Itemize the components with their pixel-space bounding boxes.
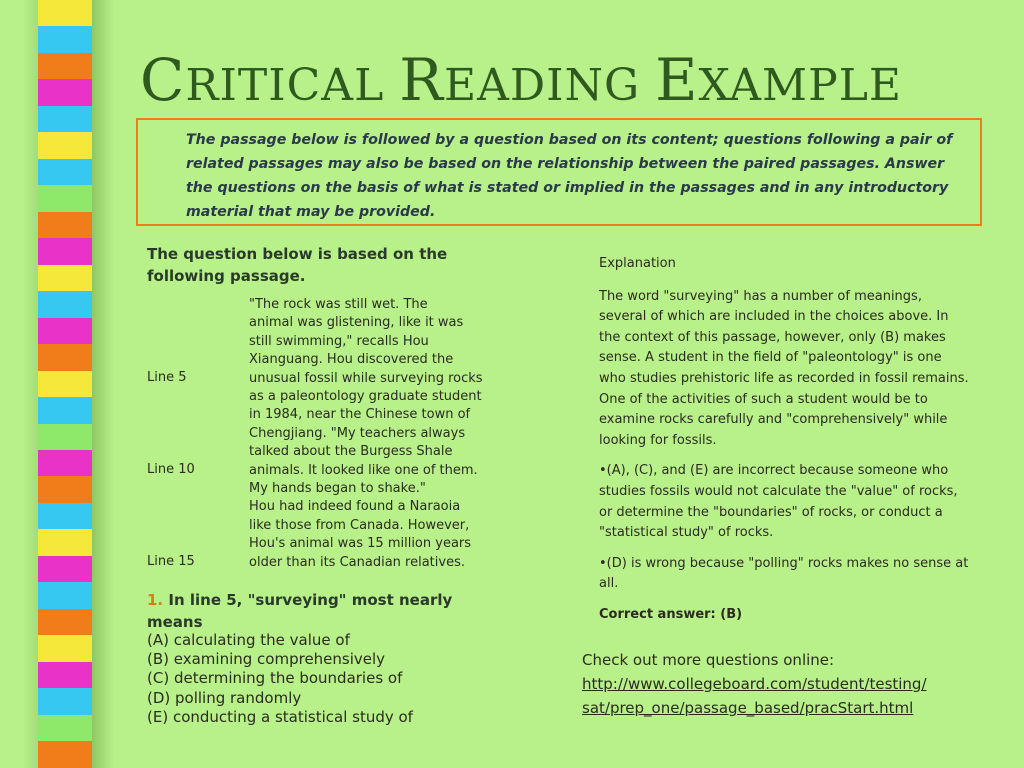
online-text: Check out more questions online: (582, 651, 835, 669)
title-letter: C (140, 46, 186, 114)
title-word: RITICAL (185, 60, 385, 111)
title-letter: E (655, 46, 699, 114)
choice-a: (A) calculating the value of (147, 631, 350, 649)
passage-line: animal was glistening, like it was (249, 315, 464, 331)
reading-passage (249, 296, 509, 572)
stripe-segment (38, 715, 92, 741)
choice-e: (E) conducting a statistical study of (147, 707, 413, 726)
link-line-1: http://www.collegeboard.com/student/testing/ (582, 675, 927, 693)
intro-text: The passage below is followed by a question based on its content; questions following a pair of related passages may also be based on the relationship between the paired passages. Answer the questions on the basis of what is stated or implied in the passages and in any introductory material that may be provided. (186, 132, 953, 220)
stripe-segment (38, 688, 92, 714)
passage-line: older than its Canadian relatives. (249, 554, 465, 570)
explanation-incorrect-d: •(D) is wrong because "polling" rocks makes no sense at all. (599, 555, 969, 592)
choice-d: (D) polling randomly (147, 688, 302, 707)
correct-answer: Correct answer: (B) (599, 606, 743, 622)
stripe-segment (38, 609, 92, 635)
stripe-segment (38, 185, 92, 211)
passage-line: like those from Canada. However, (249, 517, 470, 533)
passage-line: My hands began to shake." (249, 481, 426, 497)
passage-line: still swimming," recalls Hou (249, 333, 429, 349)
stripe-segment (38, 26, 92, 52)
explanation-label: Explanation (599, 256, 676, 271)
stripe-segment (38, 318, 92, 344)
line-number-15: Line 15 (147, 554, 195, 569)
link-line-2: sat/prep_one/passage_based/pracStart.html (582, 699, 914, 717)
stripe-shadow (92, 0, 114, 768)
stripe-segment (38, 238, 92, 264)
title-letter: R (399, 46, 444, 114)
passage-line: Xianguang. Hou discovered the (249, 352, 454, 368)
question-heading: The question below is based on the following passage. (147, 245, 448, 285)
choice-b: (B) examining comprehensively (147, 650, 386, 669)
title-word: XAMPLE (698, 60, 903, 111)
question-text: In line 5, "surveying" most nearly means (147, 591, 453, 631)
stripe-segment (38, 265, 92, 291)
stripe-segment (38, 106, 92, 132)
intro-instructions (136, 118, 982, 226)
passage-line: in 1984, near the Chinese town of (249, 407, 471, 423)
explanation-paragraph: The word "surveying" has a number of meanings, several of which are included in the choices above. In the context of this passage, however, only (B) makes sense. A student in the field of "paleontology" is one who studies prehistoric life as recorded in fossil remains. One of the activities of such a student would be to examine rocks carefully and "comprehensively" while looking for fossils. (599, 288, 969, 448)
page-title (140, 46, 1000, 114)
passage-line: unusual fossil while surveying rocks (249, 370, 483, 386)
stripe-segment (38, 53, 92, 79)
stripe-segment (38, 582, 92, 608)
stripe-segment (38, 741, 92, 767)
stripe-segment (38, 0, 92, 26)
passage-line: Hou had indeed found a Naraoia (249, 499, 461, 515)
stripe-segment (38, 212, 92, 238)
stripe-segment (38, 529, 92, 555)
stripe-segment (38, 344, 92, 370)
stripe-left-shadow (0, 0, 38, 768)
explanation-incorrect-ace: •(A), (C), and (E) are incorrect because someone who studies fossils would not calculate the "value" of rocks, or determine the "boundaries" of rocks, or conduct a "statistical study" of rocks. (599, 463, 958, 541)
passage-line: as a paleontology graduate student (249, 389, 482, 405)
stripe-segment (38, 79, 92, 105)
stripe-segment (38, 556, 92, 582)
stripe-segment (38, 503, 92, 529)
stripe-segment (38, 159, 92, 185)
stripe-segment (38, 424, 92, 450)
stripe-segment (38, 450, 92, 476)
collegeboard-link[interactable] (582, 672, 982, 720)
question-number: 1. (147, 591, 164, 609)
choice-c: (C) determining the boundaries of (147, 669, 403, 688)
question-prompt (147, 589, 477, 633)
decorative-stripe-bar (38, 0, 92, 768)
stripe-segment (38, 371, 92, 397)
passage-line: "The rock was still wet. The (249, 297, 428, 312)
stripe-segment (38, 397, 92, 423)
passage-line: Chengjiang. "My teachers always (249, 425, 466, 441)
line-number-5: Line 5 (147, 370, 187, 385)
stripe-segment (38, 662, 92, 688)
title-word: EADING (443, 60, 641, 111)
passage-line: animals. It looked like one of them. (249, 462, 478, 478)
online-resources (582, 648, 982, 720)
passage-line: talked about the Burgess Shale (249, 444, 453, 460)
stripe-segment (38, 132, 92, 158)
stripe-segment (38, 635, 92, 661)
stripe-segment (38, 291, 92, 317)
stripe-segment (38, 476, 92, 502)
explanation-panel (599, 254, 971, 636)
passage-line: Hou's animal was 15 million years (249, 536, 472, 552)
answer-choices (147, 631, 487, 727)
line-number-10: Line 10 (147, 462, 195, 477)
